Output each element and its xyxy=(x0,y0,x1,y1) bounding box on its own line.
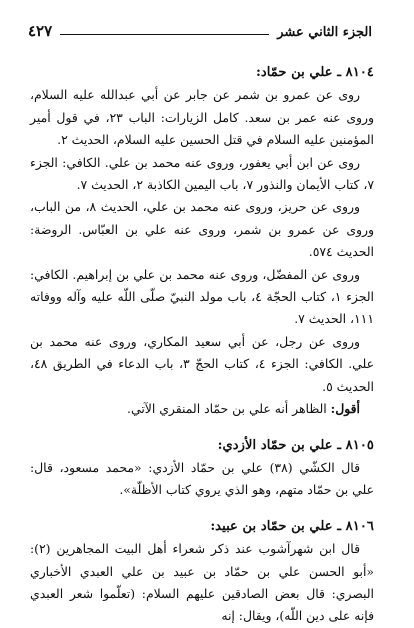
note-paragraph xyxy=(30,398,374,420)
entry-paragraph: وروى عن المفضّل، وروى عنه محمد بن علي بن إبراهيم. الكافي: الجزء ١، كتاب الحجّة ٤، باب مولد النبيّ صلّى اللّه عليه وآله ووفاته ١١١، الحديث ٧. xyxy=(30,266,374,327)
entry-heading: ٨١٠٤ ـ علي بن حمّاد: xyxy=(255,65,374,80)
entry-heading: ٨١٠٥ ـ علي بن حمّاد الأزدي: xyxy=(217,437,374,453)
entry-paragraph: روى عن ابن أبي يعفور، وروى عنه محمد بن علي. الكافي: الجزء ٧، كتاب الأيمان والنذور ٧، باب اليمين الكاذبة ٢، الحديث ٧. xyxy=(30,154,374,193)
spacer xyxy=(30,502,374,516)
entry-heading: ٨١٠٦ ـ علي بن حمّاد بن عبيد: xyxy=(210,518,374,534)
running-title: الجزء الثاني عشر xyxy=(277,25,372,40)
spacer xyxy=(30,421,374,435)
page-number: ٤٢٧ xyxy=(28,22,53,40)
page-body xyxy=(30,62,374,628)
entry-paragraph: وروى عن حريز، وروى عنه محمد بن علي، الحديث ٨، من الباب، وروى عن عمرو بن شمر، وروى عنه علي بن العبّاس. الروضة: الحديث ٥٧٤. xyxy=(30,199,374,260)
note-label: أقول: xyxy=(330,401,360,417)
note-text: الظاهر أنه علي بن حمّاد المنقري الآتي. xyxy=(127,401,331,417)
header-rule xyxy=(60,34,269,35)
entry-paragraph: قال الكشّي (٣٨) علي بن حمّاد الأزدي: «محمد مسعود، قال: علي بن حمّاد متهم، وهو الذي يروي كتاب الأظلّة». xyxy=(30,459,374,498)
entry-paragraph: وروى عن رجل، عن أبي سعيد المكاري، وروى عنه محمد بن علي. الكافي: الجزء ٤، كتاب الحجّ ٣، باب الدعاء في الطريق ٤٨، الحديث ٥. xyxy=(30,333,374,394)
page-header xyxy=(28,18,372,40)
entry-paragraph: قال ابن شهرآشوب عند ذكر شعراء أهل البيت المجاهرين (٢): «أبو الحسن علي بن حمّاد بن عبيد بن علي العبدي الأخباري البصري: قال بعض الصادقين عليهم السلام: (تعلّموا شعر العبدي فإنه على دين اللّه)، ويقال: إنه xyxy=(30,541,374,624)
entry-paragraph: روى عن عمرو بن شمر عن جابر عن أبي عبدالله عليه السلام، وروى عنه عمر بن سعد. كامل الزيارات: الباب ٢٣، في قول أمير المؤمنين عليه السلام في قتل الحسين عليه السلام، الحديث ٢. xyxy=(30,87,374,148)
